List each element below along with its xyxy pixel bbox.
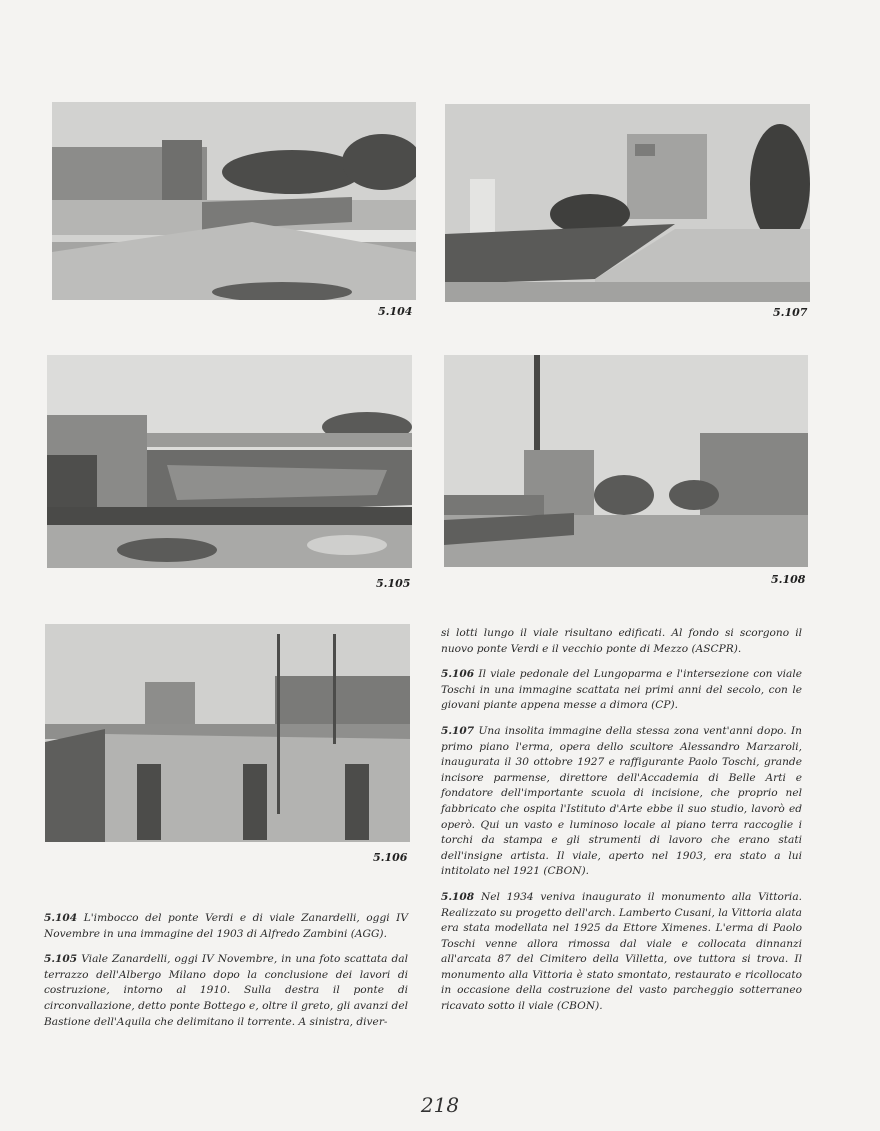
photo-label-5-104: 5.104 — [378, 305, 413, 318]
caption-text: Il viale pedonale del Lungoparma e l'intersezione con viale Toschi in una immagine scattata nei primi anni del secolo, con le giovani piante appena messe a dimora (CP). — [441, 668, 802, 712]
photo-5-105 — [47, 355, 412, 568]
caption-5-108 — [441, 890, 802, 1015]
caption-num: 5.104 — [44, 912, 78, 924]
caption-text: Una insolita immagine della stessa zona vent'anni dopo. In primo piano l'erma, opera dello scultore Alessandro Marzaroli, inaugurata il 30 ottobre 1927 e raffigurante Paolo Toschi, grande incisore parmense, direttore dell'Accademia di Belle Arti e fondatore dell'importante scuola di incisione, che proprio nel fabbricato che ospita l'Istituto d'Arte ebbe il suo studio, lavorò ed operò. Qui un vasto e luminoso locale al piano terra raccoglie i torchi da stampa e gli strumenti di lavoro che erano stati dell'insigne artista. Il viale, aperto nel 1903, era stato a lui intitolato nel 1921 (CBON). — [441, 724, 802, 878]
photo-5-107 — [445, 104, 810, 302]
photo-label-5-107: 5.107 — [773, 306, 808, 319]
caption-5-107 — [441, 724, 802, 880]
captions-right — [441, 626, 802, 1025]
caption-text: si lotti lungo il viale risultano edificati. Al fondo si scorgono il nuovo ponte Verdi e il vecchio ponte di Mezzo (ASCPR). — [441, 627, 802, 655]
photo-label-5-105: 5.105 — [376, 577, 411, 590]
caption-text: L'imbocco del ponte Verdi e di viale Zanardelli, oggi IV Novembre in una immagine del 1903 di Alfredo Zambini (AGG). — [44, 912, 408, 940]
caption-5-104 — [44, 911, 408, 942]
caption-5-105 — [44, 952, 408, 1030]
captions-left — [44, 911, 408, 1040]
photo-label-5-108: 5.108 — [771, 573, 806, 586]
caption-text: Nel 1934 veniva inaugurato il monumento alla Vittoria. Realizzato su progetto dell'arch. Lamberto Cusani, la Vittoria alata era stata modellata nel 1925 da Ettore Ximenes. L'erma di Paolo Toschi venne allora rimossa dal viale e collocata dinnanzi all'arcata 87 del Cimitero della Villetta, ove tuttora si trova. Il monumento alla Vittoria è stato smontato, restaurato e ricollocato in occasione della costruzione del vasto parcheggio sotterraneo ricavato sotto il viale (CBON). — [441, 890, 802, 1013]
photo-5-104 — [52, 102, 416, 300]
caption-text: Viale Zanardelli, oggi IV Novembre, in una foto scattata dal terrazzo dell'Albergo Milano dopo la conclusione dei lavori di costruzione, intorno al 1910. Sulla destra il ponte di circonvallazione, detto ponte Bottego e, oltre il greto, gli avanzi del Bastione dell'Aquila che delimitano il torrente. A sinistra, diver- — [44, 953, 408, 1028]
caption-num: 5.108 — [441, 890, 475, 903]
caption-num: 5.106 — [441, 668, 475, 681]
page-number: 218 — [420, 1093, 460, 1117]
caption-num: 5.105 — [44, 953, 78, 966]
photo-5-108 — [444, 355, 808, 567]
caption-num: 5.107 — [441, 724, 475, 737]
photo-label-5-106: 5.106 — [373, 851, 408, 864]
caption-5-106 — [441, 667, 802, 714]
photo-5-106 — [45, 624, 410, 842]
caption-continuation — [441, 626, 802, 657]
